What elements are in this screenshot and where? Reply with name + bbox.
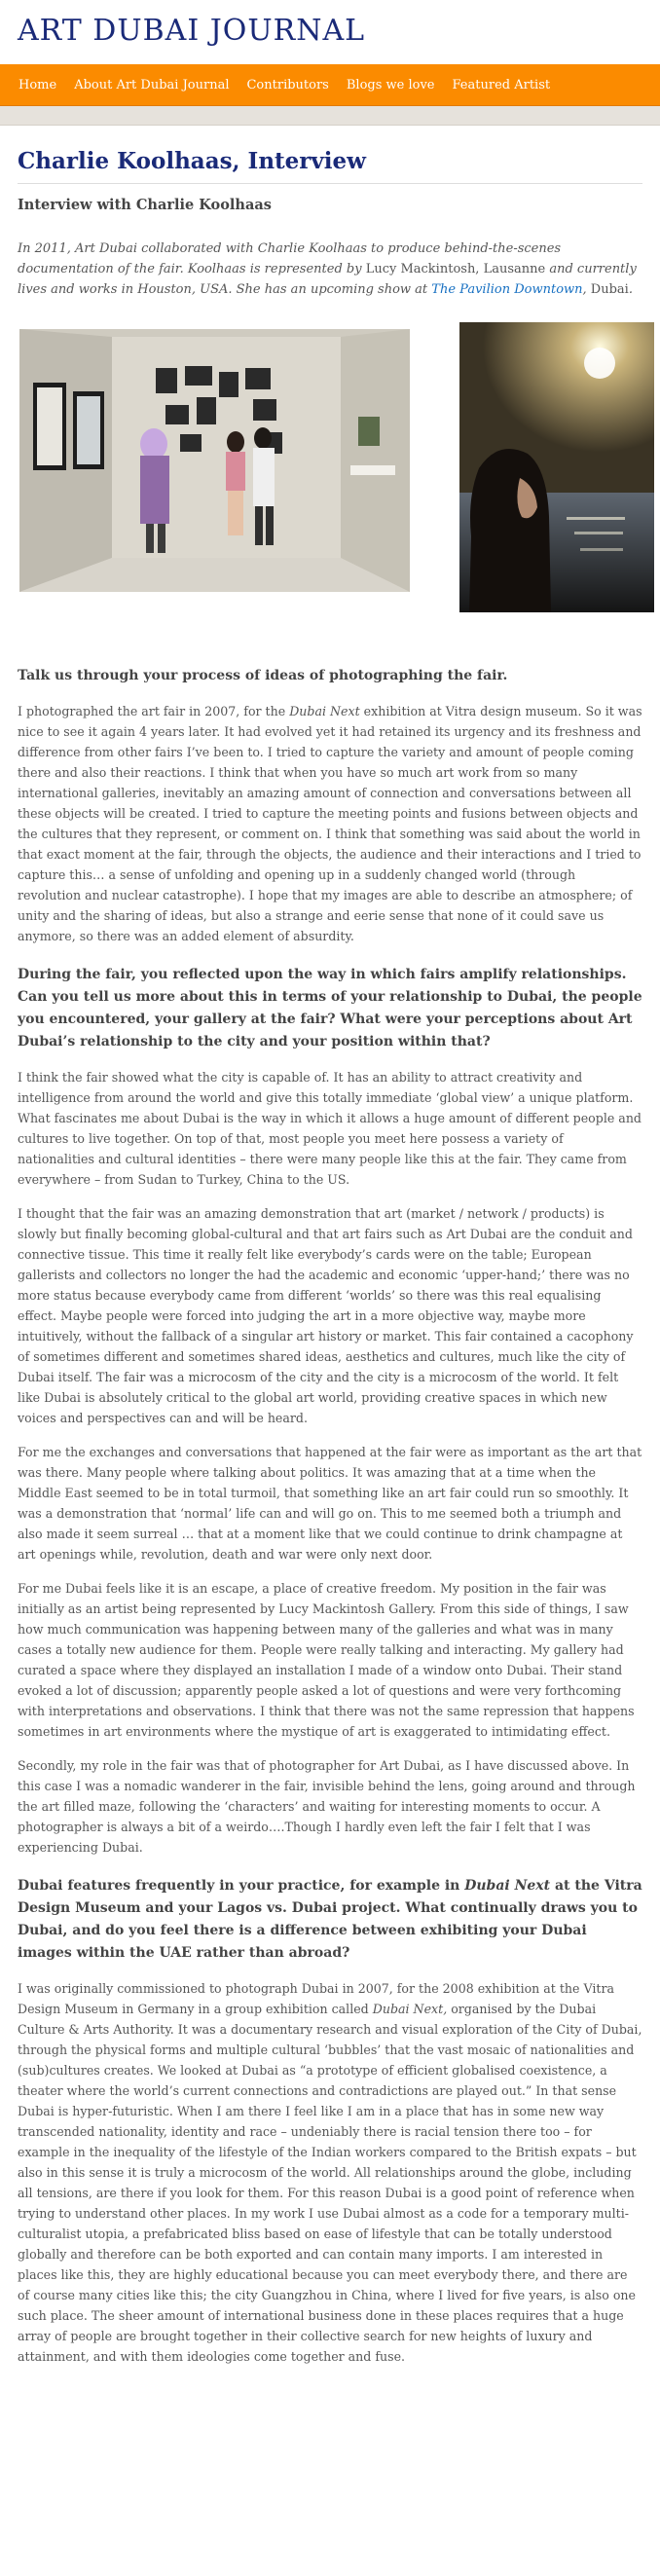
nav-item-featured-artist[interactable]: Featured Artist — [452, 77, 551, 92]
intro-text-2: and currently lives and works in Houston, USA. She has an upcoming show at — [18, 262, 637, 297]
intro-text-4: . — [628, 282, 633, 297]
post-subheading: Interview with Charlie Koolhaas — [18, 197, 272, 213]
answer-3-emphasis: Dubai Next, — [372, 2002, 448, 2016]
nav-item-contributors[interactable]: Contributors — [246, 77, 329, 92]
site-title[interactable]: ART DUBAI JOURNAL — [18, 14, 366, 48]
subnav-strip — [0, 106, 660, 126]
artist-portrait-illustration — [459, 322, 654, 612]
artist-portrait-photo[interactable] — [459, 322, 654, 612]
answer-1-text-2: exhibition at Vitra design museum. So it was nice to see it again 4 years later. It had evolved yet it had retained its urgency and its freshness and difference from other fairs I’ve been to. I tried to capture the variety and amount of people coming there and also their reactions. I think that when you have so much art work from so many international galleries, inevitably an amazing amount of connection and conversations between all these objects will be created. I tried to capture the meeting points and fusions between objects and the cultures that they represent, or comment on. I think that something was said about the world in that exact moment at the fair, through the objects, the audience and their interactions and I tried to capture this… a sense of unfolding and opening up in a suddenly changed world (through revolution and nuclear catastrophe). I hope that my images are able to describe an atmosphere; of unity and the sharing of ideas, but also a strange and eerie sense that none of it could save us anymore, so there was an added element of absurdity. — [18, 704, 642, 943]
nav-item-home[interactable]: Home — [18, 77, 57, 92]
answer-3-paragraph — [18, 1978, 642, 2367]
image-row — [18, 329, 642, 665]
question-2: During the fair, you reflected upon the way in which fairs amplify relationships. Can you tell us more about this in terms of your relationship to Dubai, the people you encountered, your gallery at the fair? What were your perceptions about Art Dubai’s relationship to the city and your position within that? — [18, 967, 642, 1049]
site-header — [0, 0, 660, 64]
answer-2-paragraph-2: I thought that the fair was an amazing demonstration that art (market / network / products) is slowly but finally becoming global-cultural and that art fairs such as Art Dubai are the conduit and connective tissue. This time it really felt like everybody’s cards were on the table; European gallerists and collectors no longer the had the academic and economic ‘upper-hand;’ there was no more status because everybody came from different ‘worlds’ so there was this real equalising effect. Maybe people were forced into judging the art in a more objective way, maybe more intuitively, without the fallback of a singular art history or market. This fair contained a cacophony of sometimes different and sometimes shared ideas, aesthetics and cultures, much like the city of Dubai itself. The fair was a microcosm of the city and the city is a microcosm of the world. It felt like Dubai is absolutely critical to the global art world, providing creative spaces in which new voices and perspectives can and will be heard. — [18, 1206, 634, 1425]
intro-paragraph — [18, 239, 642, 300]
answer-3-text: I was originally commissioned to photograph Dubai in 2007, for the 2008 exhibition at the Vitra Design Museum in Germany in a group exhibition called — [18, 1981, 614, 2016]
question-1: Talk us through your process of ideas of photographing the fair. — [18, 668, 508, 683]
answer-1-paragraph — [18, 701, 642, 946]
question-3 — [18, 1875, 642, 1965]
intro-text-3: , — [582, 282, 591, 297]
main-navigation — [0, 64, 660, 106]
pavilion-downtown-link[interactable]: The Pavilion Downtown — [431, 282, 583, 297]
question-3-text: Dubai features frequently in your practice, for example in — [18, 1878, 465, 1894]
intro-city-text: Dubai — [590, 282, 629, 297]
answer-1-text: I photographed the art fair in 2007, for the — [18, 704, 290, 718]
gallery-booth-illustration — [19, 329, 410, 592]
nav-item-about[interactable]: About Art Dubai Journal — [74, 77, 230, 92]
answer-3-text-2: organised by the Dubai Culture & Arts Authority. It was a documentary research and visual exploration of the City of Dubai, through the physical forms and multiple cultural ‘bubbles’ that the vast mosaic of nationalities and (sub)cultures creates. We looked at Dubai as “a prototype of efficient globalised coexistence, a theater where the world’s current connections and contradictions are played out.” In that sense Dubai is hyper-futuristic. When I am there I feel like I am in a place that has in some new way transcended nationality, identity and race – undeniably there is racial tension there too – for example in the inequality of the lifestyle of the Indian workers compared to the British expats – but also in this sense it is truly a microcosm of the world. All relationships around the globe, including all tensions, are there if you look for them. For this reason Dubai is a good point of reference when trying to understand other places. In my work I use Dubai almost as a code for a temporary multi-culturalist utopia, a prefabricated bliss based on ease of lifestyle that can be totally understood globally and therefore can be both exported and can contain many imports. I am interested in places like this, they are highly educational because you can meet everybody there, and there are of course many cities like this; the city Guangzhou in China, where I lived for five years, is also one such place. The sheer amount of international business done in these places requires that a huge array of people are brought together in their collective search for new heights of luxury and attainment, and with them ideologies come together and fuse. — [18, 2002, 642, 2364]
answer-1-emphasis: Dubai Next — [289, 704, 360, 718]
intro-gallery-text: Lucy Mackintosh, Lausanne — [365, 262, 546, 276]
intro-text: In 2011, Art Dubai collaborated with Charlie Koolhaas to produce behind-the-scenes documentation of the fair. Koolhaas is represented by — [18, 241, 562, 276]
post-title: Charlie Koolhaas, Interview — [18, 148, 642, 184]
post-content — [0, 148, 660, 2367]
question-3-text-2: at the Vitra Design Museum and your Lagos vs. Dubai project. What continually draws you to Dubai, and do you feel there is a difference between exhibiting your Dubai images within the UAE rather than abroad? — [18, 1878, 642, 1961]
nav-item-blogs[interactable]: Blogs we love — [346, 77, 435, 92]
gallery-booth-photo[interactable] — [19, 329, 410, 592]
answer-2-paragraph-5: Secondly, my role in the fair was that of photographer for Art Dubai, as I have discussed above. In this case I was a nomadic wanderer in the fair, invisible behind the lens, going around and through the art filled maze, following the ‘characters’ and waiting for interesting moments to occur. A photographer is always a bit of a weirdo….Though I hardly even left the fair I felt that I was experiencing Dubai. — [18, 1758, 636, 1855]
question-3-emphasis: Dubai Next — [464, 1878, 551, 1894]
answer-2-paragraph-1: I think the fair showed what the city is capable of. It has an ability to attract creativity and intelligence from around the world and give this totally immediate ‘global view’ a unique platform. What fascinates me about Dubai is the way in which it allows a huge amount of different people and cultures to live together. On top of that, most people you meet here possess a variety of nationalities and cultural identities – there were many people like this at the fair. They came from everywhere – from Sudan to Turkey, China to the US. — [18, 1070, 642, 1187]
answer-2-paragraph-4: For me Dubai feels like it is an escape, a place of creative freedom. My position in the fair was initially as an artist being represented by Lucy Mackintosh Gallery. From this side of things, I saw how much communication was happening between many of the galleries and what was in many cases a totally new audience for them. People were really talking and interacting. My gallery had curated a space where they displayed an installation I made of a window onto Dubai. Their stand evoked a lot of discussion; apparently people asked a lot of questions and were very forthcoming with interpretations and observations. I think that there was not the same repression that happens sometimes in art environments where the mystique of art is exaggerated to intimidating effect. — [18, 1581, 635, 1739]
answer-2-paragraph-3: For me the exchanges and conversations that happened at the fair were as important as the art that was there. Many people where talking about politics. It was amazing that at a time when the Middle East seemed to be in total turmoil, that something like an art fair could run so smoothly. It was a demonstration that ‘normal’ life can and will go on. This to me seemed both a triumph and also made it seem surreal … that at a moment like that we could continue to drink champagne at art openings while, revolution, death and war were only next door. — [18, 1445, 642, 1562]
